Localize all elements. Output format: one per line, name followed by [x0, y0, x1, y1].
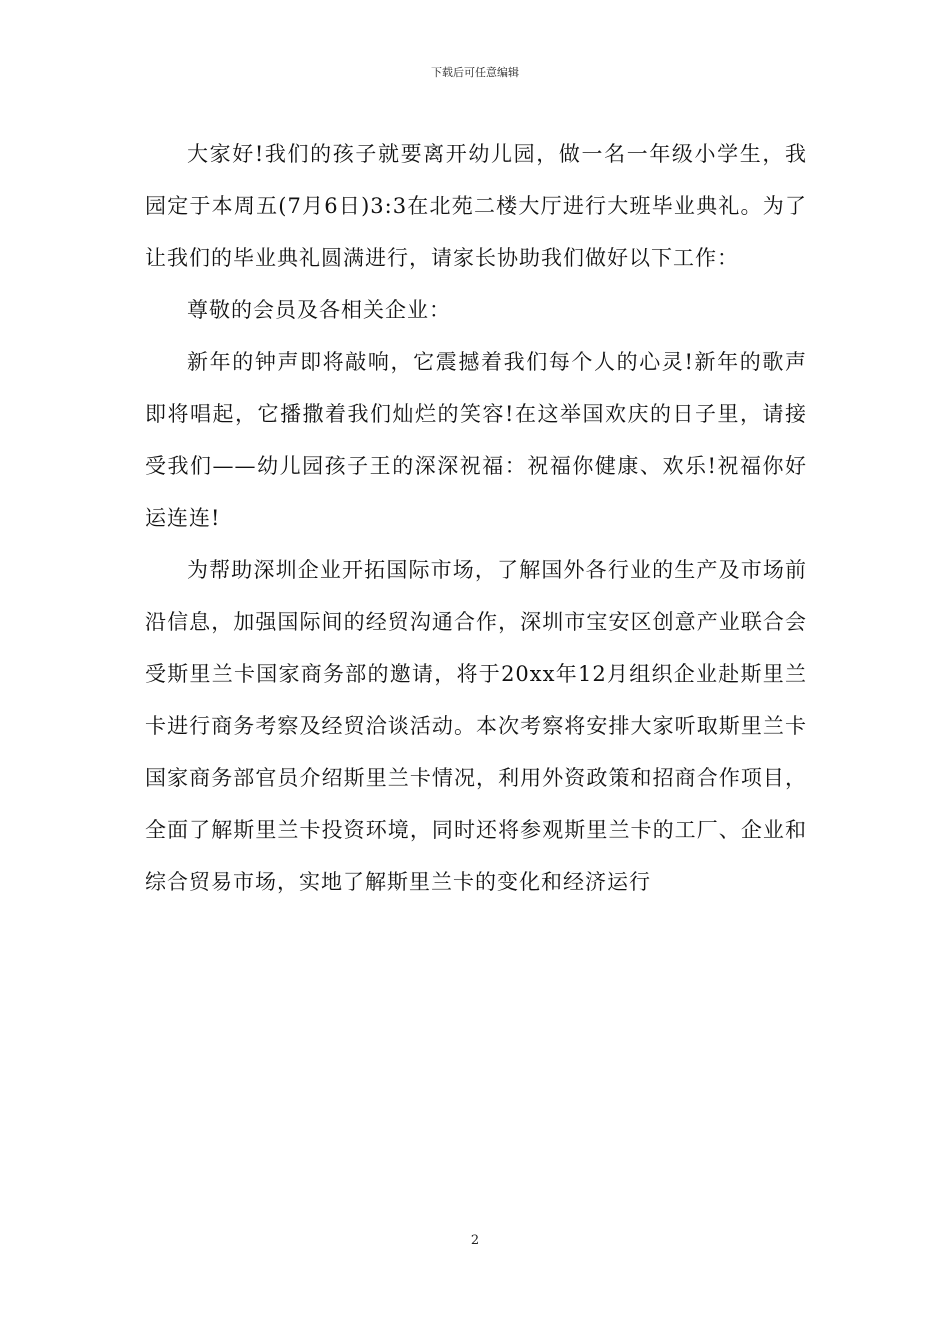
- page-number: 2: [470, 1233, 480, 1248]
- paragraph-sri-lanka-trip: 为帮助深圳企业开拓国际市场，了解国外各行业的生产及市场前沿信息，加强国际间的经贸沟通合作，深圳市宝安区创意产业联合会受斯里兰卡国家商务部的邀请，将于20xx年12月组织企业赴斯里兰卡进行商务考察及经贸洽谈活动。本次考察将安排大家听取斯里兰卡国家商务部官员介绍斯里兰卡情况，利用外资政策和招商合作项目，全面了解斯里兰卡投资环境，同时还将参观斯里兰卡的工厂、企业和综合贸易市场，实地了解斯里兰卡的变化和经济运行: [145, 558, 807, 894]
- document-body: [145, 128, 807, 908]
- paragraph-graduation-notice: 大家好!我们的孩子就要离开幼儿园，做一名一年级小学生，我园定于本周五(7月6日)3:3在北苑二楼大厅进行大班毕业典礼。为了让我们的毕业典礼圆满进行，请家长协助我们做好以下工作：: [145, 142, 807, 270]
- paragraph-new-year-greeting: 新年的钟声即将敲响，它震撼着我们每个人的心灵!新年的歌声即将唱起，它播撒着我们灿烂的笑容!在这举国欢庆的日子里，请接受我们——幼儿园孩子王的深深祝福：祝福你健康、欢乐!祝福你好运连连!: [145, 350, 807, 530]
- page-header: 下载后可任意编辑: [431, 66, 519, 79]
- paragraph-salutation: 尊敬的会员及各相关企业：: [187, 298, 451, 322]
